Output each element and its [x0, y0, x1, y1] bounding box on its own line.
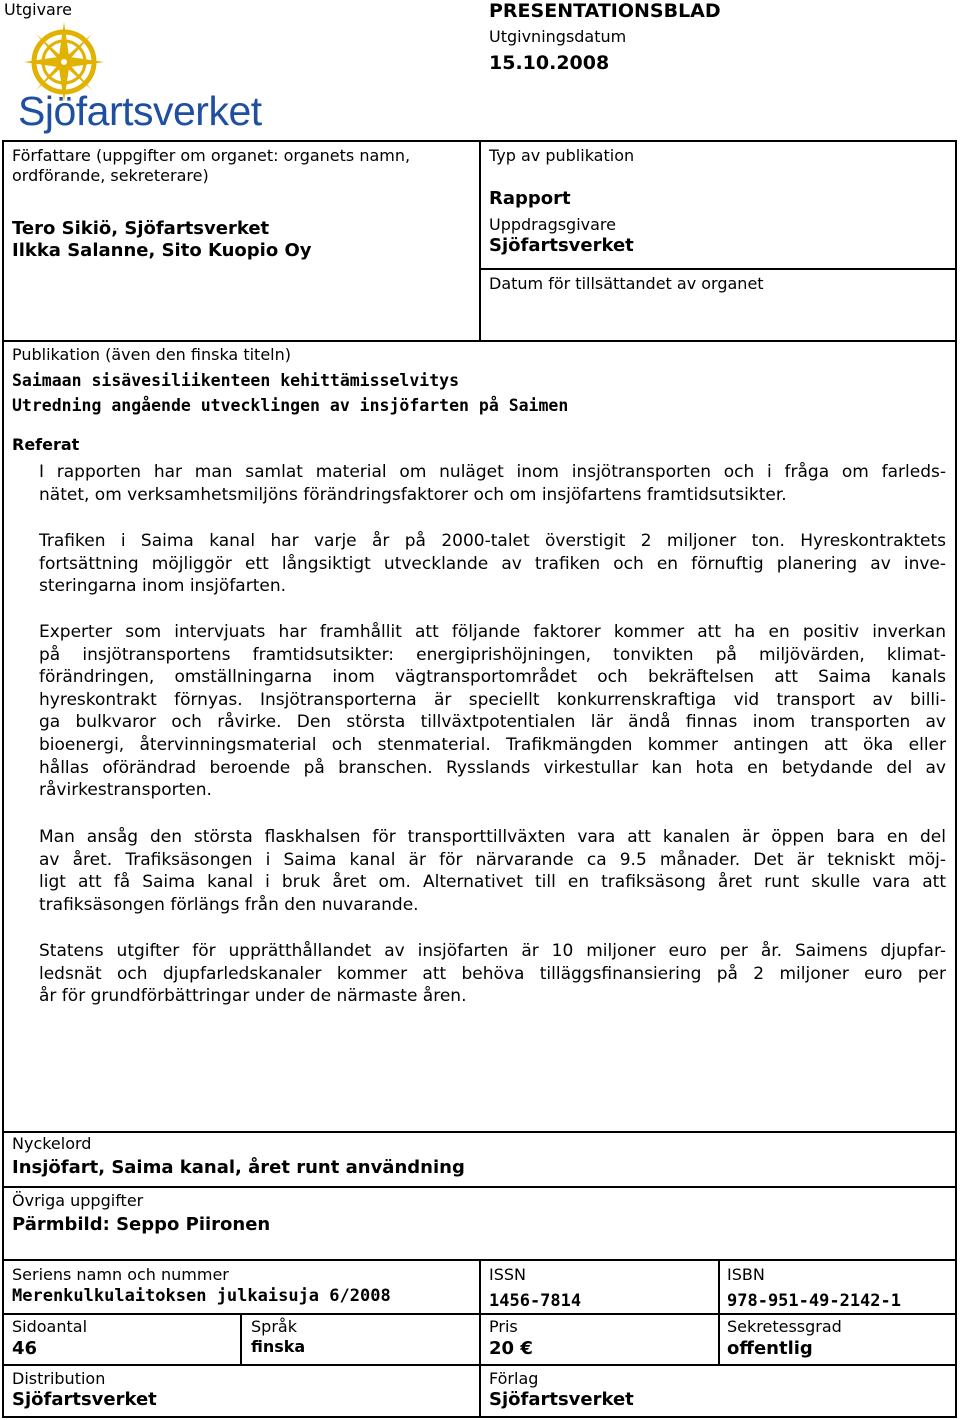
abstract-paragraph-5: [39, 940, 946, 1008]
language-value: finska: [251, 1337, 306, 1356]
abstract-line: trafiksäsongen förlängs från den nuvarande.: [39, 894, 419, 915]
logo-wordmark: Sjöfartsverket: [18, 88, 262, 134]
author-1: Tero Sikiö, Sjöfartsverket: [12, 218, 270, 239]
publication-title-sv: Utredning angående utvecklingen av insjöfarten på Saimen: [12, 396, 569, 415]
issn-value: 1456-7814: [489, 1291, 582, 1311]
issn-label: ISSN: [489, 1265, 526, 1284]
appointment-date-label: Datum för tillsättandet av organet: [489, 274, 764, 293]
abstract-line: Statens utgifter för upprätthållandet av insjöfarten är 10 miljoner euro per år. Saimens djupfar-: [39, 941, 946, 961]
secrecy-value: offentlig: [727, 1338, 813, 1359]
distribution-label: Distribution: [12, 1369, 106, 1388]
sjofartsverket-logo: [18, 18, 298, 134]
publication-title-fi: Saimaan sisävesiliikenteen kehittämisselvitys: [12, 371, 460, 390]
author-2: Ilkka Salanne, Sito Kuopio Oy: [12, 240, 312, 261]
abstract-line: hyreskontrakt förnyas. Insjötransporterna är speciellt konkurrenskraftiga vid transport av billi-: [39, 689, 946, 710]
authors-label-line1: Författare (uppgifter om organet: organets namn,: [12, 146, 411, 165]
divider-issn-left: [479, 1259, 481, 1418]
series-label: Seriens namn och nummer: [12, 1265, 229, 1284]
abstract-line: Man ansåg den största flaskhalsen för transporttillväxten vara att kanalen är öppen bara en del: [39, 827, 946, 847]
price-value: 20 €: [489, 1338, 533, 1359]
abstract-line: Trafiken i Saima kanal har varje år på 2000-talet överstigit 2 miljoner ton. Hyreskontraktets: [39, 531, 946, 551]
abstract-line: I rapporten har man samlat material om nuläget inom insjötransporten och i fråga om farleds-: [39, 462, 946, 482]
distribution-value: Sjöfartsverket: [12, 1389, 157, 1410]
abstract-line: ledsnät och djupfarledskanaler kommer att behöva tilläggsfinansiering på 2 miljoner euro per: [39, 963, 946, 984]
abstract-line: ga bulkvaror och råvirke. Den största tillväxtpotentialen lär ändå finnas inom transporten av: [39, 712, 946, 733]
abstract-line: ligt att få Saima kanal i bruk året om. Alternativet till en trafiksäsong året runt skulle vara att: [39, 872, 946, 893]
abstract-paragraph-4: [39, 826, 946, 916]
abstract-paragraph-1: [39, 461, 946, 506]
abstract-line: steringarna inom insjöfarten.: [39, 576, 286, 597]
abstract-line: fortsättning möjliggör ett långsiktigt utvecklande av trafiken och en förnuftig planering av inve-: [39, 553, 946, 574]
abstract-line: förändringen, omställningarna inom vägtransportområdet och bekräftelsen att Saima kanals: [39, 667, 946, 688]
other-info-label: Övriga uppgifter: [12, 1191, 144, 1210]
abstract-line: nätet, om verksamhetsmiljöns förändringsfaktorer och om insjöfartens framtidsutsikter.: [39, 484, 787, 505]
divider-vertical-top: [479, 140, 481, 340]
keywords-value: Insjöfart, Saima kanal, året runt användning: [12, 1157, 465, 1178]
divider-language-left: [240, 1313, 242, 1366]
divider-publication: [2, 340, 957, 342]
issue-date-label: Utgivningsdatum: [489, 27, 627, 46]
abstract-paragraph-2: [39, 530, 946, 598]
abstract-line: hållas oförändrad beroende på branschen. Rysslands virkestullar kan hota en betydande del av: [39, 757, 946, 778]
abstract-paragraph-3: [39, 621, 946, 802]
isbn-value: 978-951-49-2142-1: [727, 1291, 901, 1311]
abstract-label: Referat: [12, 435, 80, 454]
publication-type-value: Rapport: [489, 188, 571, 209]
abstract-line: bioenergi, återvinningsmaterial och stenmaterial. Trafikmängden kommer antingen att öka eller: [39, 734, 946, 755]
price-label: Pris: [489, 1317, 518, 1336]
secrecy-label: Sekretessgrad: [727, 1317, 842, 1336]
abstract-line: år för grundförbättringar under de närmaste åren.: [39, 986, 467, 1007]
pages-label: Sidoantal: [12, 1317, 88, 1336]
commissioner-label: Uppdragsgivare: [489, 215, 616, 234]
divider-keywords: [2, 1131, 957, 1133]
divider-other: [2, 1186, 957, 1188]
abstract-line: på insjötransportens framtidsutsikter: energiprishöjningen, tonvikten på miljövärden, klimat-: [39, 644, 946, 665]
publication-type-label: Typ av publikation: [489, 146, 635, 165]
publisher-house-label: Förlag: [489, 1369, 539, 1388]
divider-commissioner: [479, 268, 957, 270]
commissioner-value: Sjöfartsverket: [489, 235, 634, 256]
publisher-label: Utgivare: [4, 0, 72, 19]
abstract-line: råvirkestransporten.: [39, 780, 212, 801]
pages-value: 46: [12, 1338, 38, 1359]
isbn-label: ISBN: [727, 1265, 765, 1284]
keywords-label: Nyckelord: [12, 1134, 92, 1153]
series-value: Merenkulkulaitoksen julkaisuja 6/2008: [12, 1286, 391, 1306]
authors-label-line2: ordförande, sekreterare): [12, 166, 209, 185]
publication-label: Publikation (även den finska titeln): [12, 345, 291, 364]
border-right: [955, 140, 957, 1418]
border-left: [2, 140, 4, 1418]
other-info-value: Pärmbild: Seppo Piironen: [12, 1214, 271, 1235]
language-label: Språk: [251, 1317, 297, 1336]
divider-isbn-left: [718, 1259, 720, 1366]
publisher-house-value: Sjöfartsverket: [489, 1389, 634, 1410]
abstract-line: Experter som intervjuats har framhållit att följande faktorer kommer att ha en positiv inverkan: [39, 622, 946, 642]
abstract-line: av året. Trafiksäsongen i Saima kanal är för närvarande ca 9.5 månader. Det är tekniskt möj-: [39, 849, 946, 870]
issue-date: 15.10.2008: [489, 52, 610, 74]
doc-type-title: PRESENTATIONSBLAD: [489, 0, 721, 22]
